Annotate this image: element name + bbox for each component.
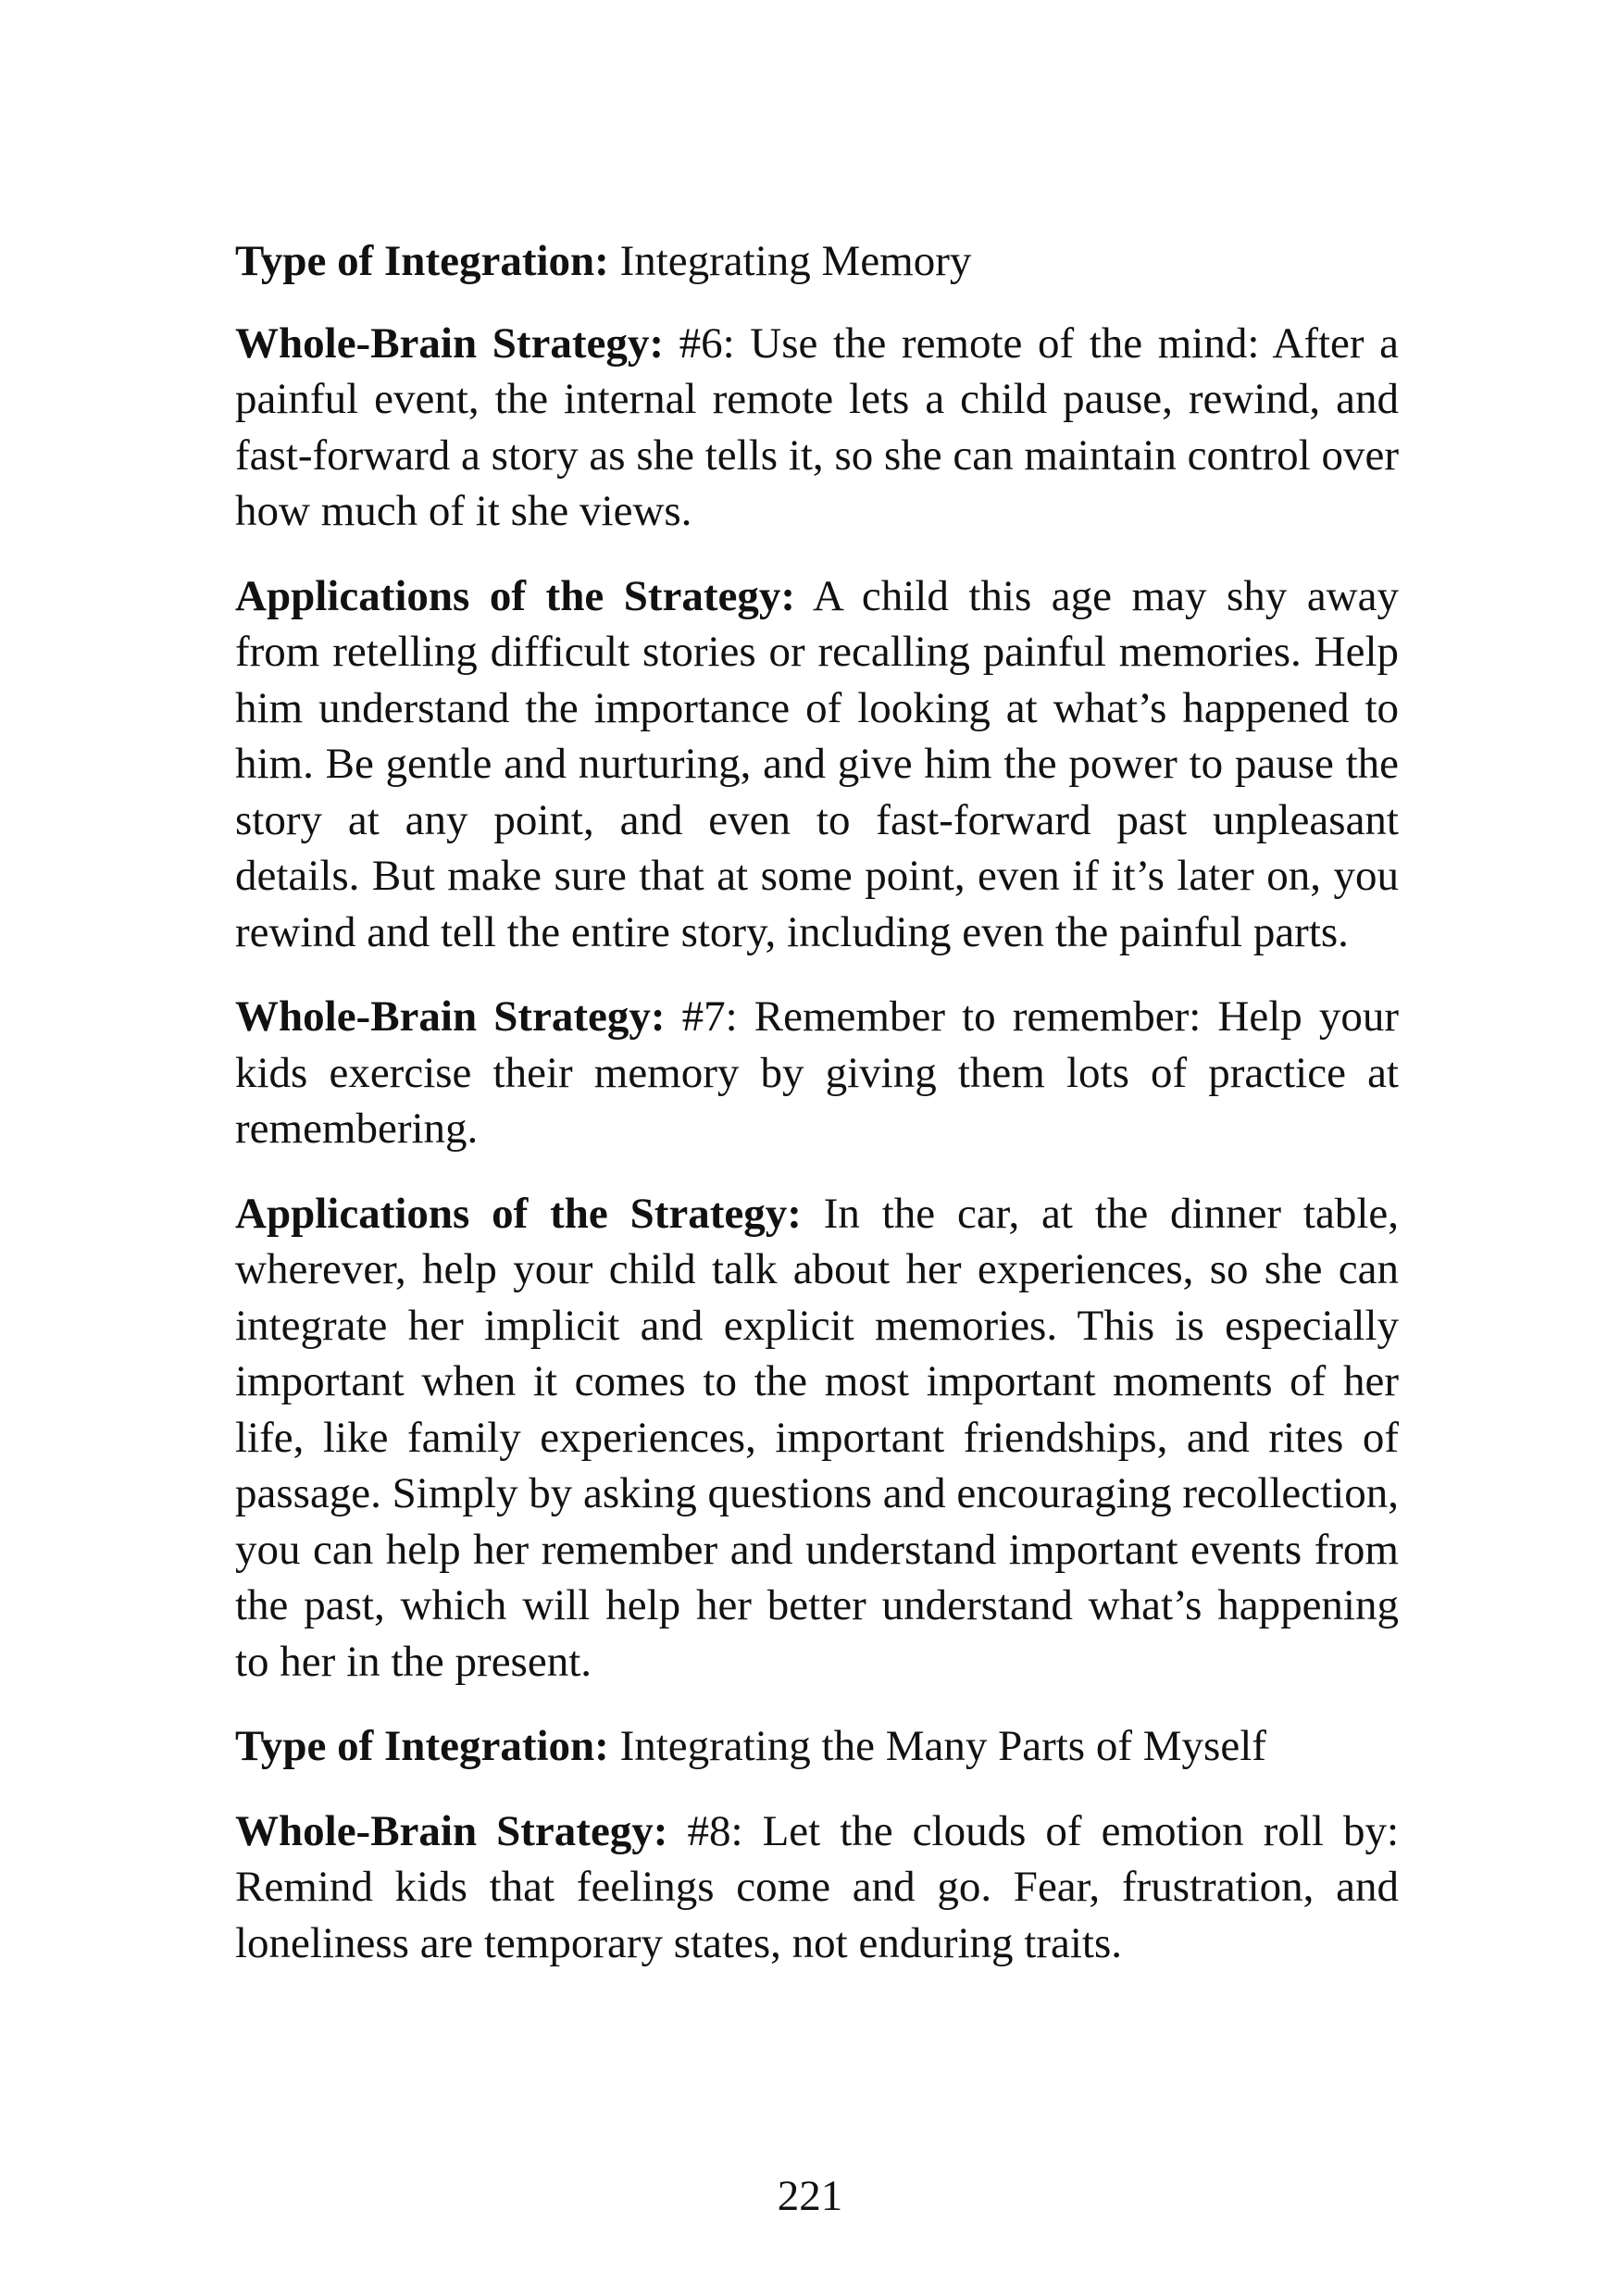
section-label: Type of Integration: bbox=[235, 237, 609, 285]
section-text: In the car, at the dinner table, wherever, help your child talk about her experiences, so she can integrate her implicit and explicit memories. This is especially important when it comes to the most important moments of her life, like family experiences, important friendships, and rites of passage. Simply by asking questions and encouraging recollection, you can help her remember and understand important events from the past, which will help her better understand what’s happening to her in the present. bbox=[235, 1189, 1399, 1686]
section-text: Integrating Memory bbox=[619, 237, 972, 285]
whole-brain-strategy-7 bbox=[235, 989, 1399, 1157]
section-text: Integrating the Many Parts of Myself bbox=[619, 1722, 1266, 1770]
page-body bbox=[235, 233, 1399, 2000]
section-text: #7: Remember to remember: Help your kids exercise their memory by giving them lots of practice at remembering. bbox=[235, 992, 1400, 1153]
section-text: A child this age may shy away from retelling difficult stories or recalling painful memories. Help him understand the importance of looking at what’s happened to him. Be gentle and nurturing, and give him the power to pause the story at any point, and even to fast-forward past unpleasant details. But make sure that at some point, even if it’s later on, you rewind and tell the entire story, including even the painful parts. bbox=[235, 571, 1399, 956]
applications-of-strategy-7 bbox=[235, 1186, 1399, 1691]
applications-of-strategy-6 bbox=[235, 568, 1399, 961]
whole-brain-strategy-6 bbox=[235, 316, 1399, 540]
section-text: #6: Use the remote of the mind: After a painful event, the internal remote lets a child pause, rewind, and fast-forward a story as she tells it, so she can maintain control over how much of it she views. bbox=[235, 318, 1399, 535]
section-label: Applications of the Strategy: bbox=[235, 571, 796, 620]
page-number: 221 bbox=[777, 2172, 843, 2220]
section-label: Applications of the Strategy: bbox=[235, 1189, 802, 1238]
type-of-integration-memory bbox=[235, 233, 1399, 290]
section-label: Type of Integration: bbox=[235, 1722, 609, 1770]
section-label: Whole-Brain Strategy: bbox=[235, 1806, 668, 1855]
section-label: Whole-Brain Strategy: bbox=[235, 318, 665, 368]
type-of-integration-many-parts bbox=[235, 1718, 1399, 1775]
section-label: Whole-Brain Strategy: bbox=[235, 992, 666, 1041]
whole-brain-strategy-8 bbox=[235, 1803, 1399, 1972]
section-text: #8: Let the clouds of emotion roll by: Remind kids that feelings come and go. Fear, frustration, and loneliness are temporary states, not enduring traits. bbox=[235, 1806, 1400, 1967]
